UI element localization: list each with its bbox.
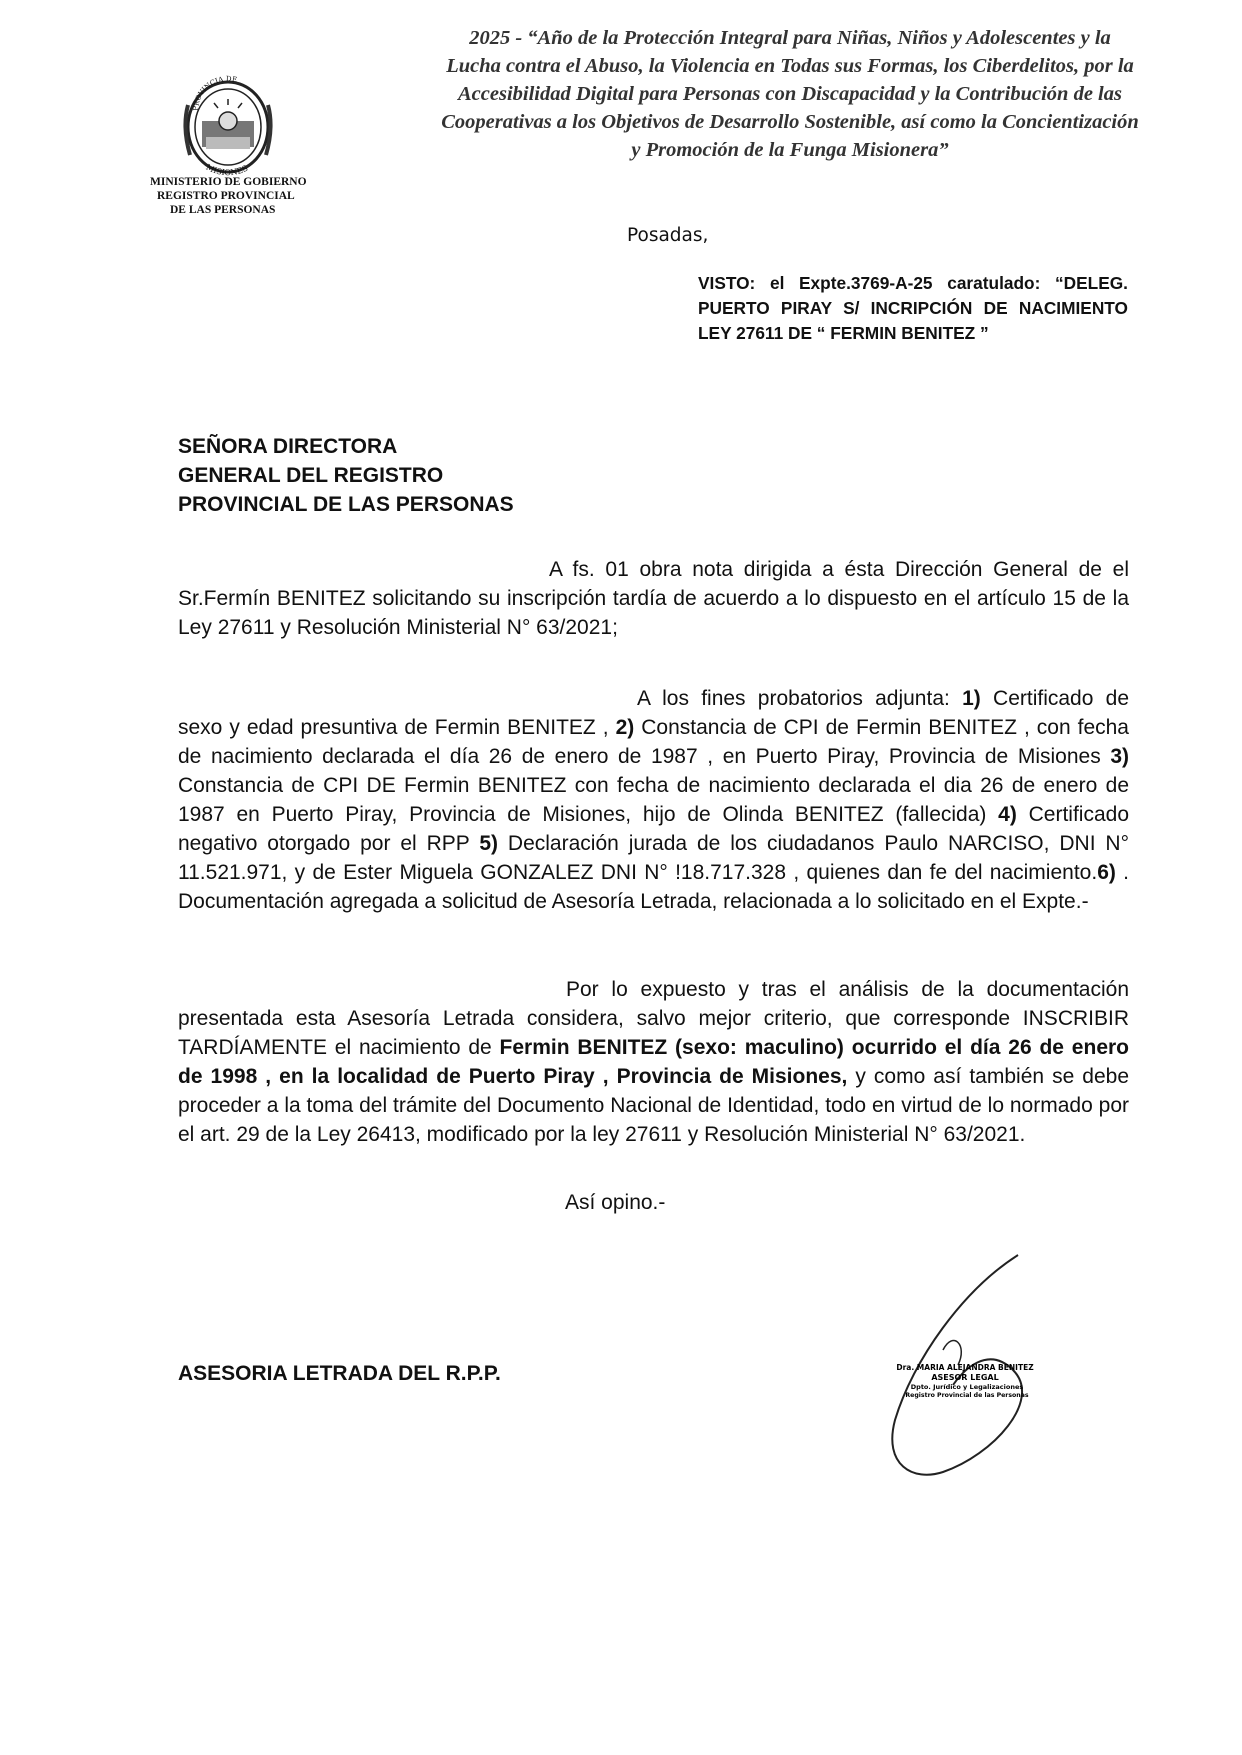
ministry-line: REGISTRO PROVINCIAL bbox=[157, 190, 295, 202]
ministry-line: MINISTERIO DE GOBIERNO bbox=[150, 176, 307, 188]
closing-statement: Así opino.- bbox=[565, 1191, 666, 1214]
paragraph-request: A fs. 01 obra nota dirigida a ésta Dirección General de el Sr.Fermín BENITEZ solicitando su inscripción tardía de acuerdo a lo dispuesto en el artículo 15 de la Ley 27611 y Resolución Ministerial N° 63/2021; bbox=[178, 558, 1129, 639]
case-reference: VISTO: el Expte.3769-A-25 caratulado: “DELEG. PUERTO PIRAY S/ INCRIPCIÓN DE NACIMIENTO LEY 27611 DE “ FERMIN BENITEZ ” bbox=[698, 273, 1128, 343]
header-motto: 2025 - “Año de la Protección Integral para Niñas, Niños y Adolescentes y la Lucha contra el Abuso, la Violencia en Todas sus Formas, los Ciberdelitos, por la Accesibilidad Digital para Personas con Discapacidad y la Contribución de las Cooperativas a los Objetivos de Desarrollo Sostenible, así como la Concientización y Promoción de la Funga Misionera” bbox=[441, 27, 1139, 161]
addressee bbox=[178, 432, 514, 519]
addressee-line: PROVINCIAL DE LAS PERSONAS bbox=[178, 493, 514, 516]
signoff: ASESORIA LETRADA DEL R.P.P. bbox=[178, 1362, 501, 1385]
signature-stamp bbox=[873, 1250, 1053, 1485]
paragraph-evidence: A los fines probatorios adjunta: 1) Certificado de sexo y edad presuntiva de Fermin BENITEZ , 2) Constancia de CPI de Fermin BENITEZ , con fecha de nacimiento declarada el día 26 de enero de 1987 , en Puerto Piray, Provincia de Misiones 3) Constancia de CPI DE Fermin BENITEZ con fecha de nacimiento declarada el dia 26 de enero de 1987 en Puerto Piray, Provincia de Misiones, hijo de Olinda BENITEZ (fallecida) 4) Certificado negativo otorgado por el RPP 5) Declaración jurada de los ciudadanos Paulo NARCISO, DNI N° 11.521.971, y de Ester Miguela GONZALEZ DNI N° !18.717.328 , quienes dan fe del nacimiento.6) . Documentación agregada a solicitud de Asesoría Letrada, relacionada a lo solicitado en el Expte.- bbox=[178, 687, 1130, 913]
stamp-line: Dpto. Jurídico y Legalizaciones bbox=[910, 1383, 1024, 1391]
city-date: Posadas, bbox=[627, 225, 709, 246]
provincial-seal bbox=[180, 75, 276, 177]
seal-bottom-text: MISIONES bbox=[204, 162, 250, 177]
stamp-line: Registro Provincial de las Personas bbox=[905, 1392, 1029, 1399]
seal-top-text: PROVINCIA DE bbox=[191, 75, 238, 112]
paragraph-conclusion: Por lo expuesto y tras el análisis de la documentación presentada esta Asesoría Letrada considera, salvo mejor criterio, que corresponde INSCRIBIR TARDÍAMENTE el nacimiento de Fermin BENITEZ (sexo: maculino) ocurrido el día 26 de enero de 1998 , en la localidad de Puerto Piray , Provincia de Misiones, y como así también se debe proceder a la toma del trámite del Documento Nacional de Identidad, todo en virtud de lo normado por el art. 29 de la Ley 26413, modificado por la ley 27611 y Resolución Ministerial N° 63/2021. bbox=[178, 978, 1129, 1146]
stamp-line: Dra. MARIA ALEJANDRA BENITEZ bbox=[896, 1363, 1034, 1372]
ministry-heading bbox=[150, 175, 340, 217]
stamp-line: ASESOR LEGAL bbox=[931, 1373, 999, 1382]
addressee-line: GENERAL DEL REGISTRO bbox=[178, 464, 444, 487]
ministry-line: DE LAS PERSONAS bbox=[170, 204, 276, 216]
addressee-line: SEÑORA DIRECTORA bbox=[178, 435, 398, 458]
